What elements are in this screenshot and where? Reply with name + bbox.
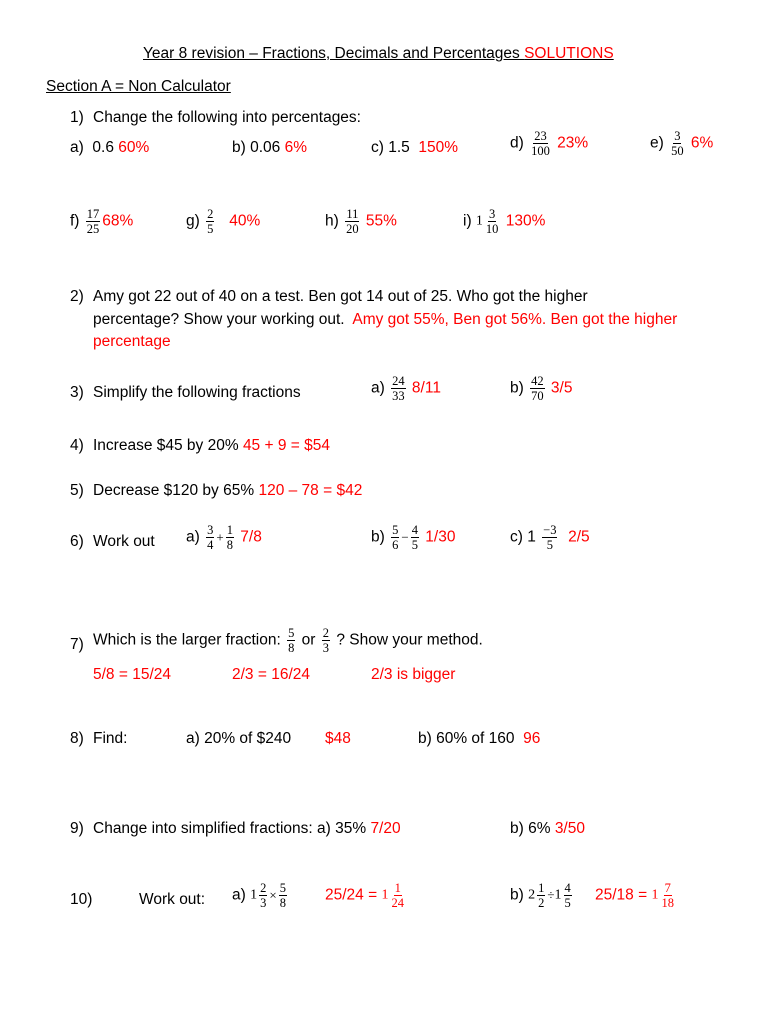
fraction: $\frac{1}{8}$ [226, 523, 233, 552]
q1e-answer: 6% [690, 134, 714, 152]
q4-text: Increase $45 by 20% 45 + 9 = $54 [93, 437, 330, 454]
q1i: i) 1 $\frac{3}{10}$ 130% [463, 207, 546, 236]
q7-answer-2: 2/3 = 16/24 [232, 666, 310, 683]
q6b-answer: 1/30 [425, 528, 456, 546]
q6-text: Work out [93, 533, 155, 550]
fraction: $\frac{5}{8}$ [288, 626, 295, 655]
q10b-answer: 25/18 = 1 $\frac{7}{18}$ [595, 881, 674, 910]
q8a-answer: $48 [325, 730, 351, 747]
section-heading: Section A = Non Calculator [46, 78, 231, 95]
q4-number: 4) [70, 437, 84, 454]
fraction: $\frac{3}{4}$ [207, 523, 214, 552]
fraction: $\frac{11}{20}$ [346, 207, 359, 236]
page-title [143, 45, 614, 63]
q10a-answer: 25/24 = 1 $\frac{1}{24}$ [325, 881, 404, 910]
q8b-answer: 96 [523, 730, 541, 747]
q1d-answer: 23% [557, 134, 589, 152]
q6c: c) 1 $\frac{-3}{5}$ 2/5 [510, 523, 590, 552]
fraction: $\frac{5}{6}$ [392, 523, 399, 552]
q1h-answer: 55% [365, 212, 397, 230]
title-text: Year 8 revision – Fractions, Decimals and Percentages [143, 45, 525, 62]
q1f-answer: 68% [102, 212, 134, 230]
fraction: $\frac{1}{2}$ [538, 881, 545, 910]
q10-number: 10) [70, 891, 93, 908]
q3a: a) $\frac{24}{33}$ 8/11 [371, 374, 441, 403]
q7-text: Which is the larger fraction: $\frac{5}{8}$ or $\frac{2}{3}$ ? Show your method. [93, 626, 483, 655]
q5-answer: 120 – 78 = $42 [258, 482, 363, 499]
title-solutions: SOLUTIONS [524, 45, 614, 62]
q6a: a) $\frac{3}{4}$ + $\frac{1}{8}$ 7/8 [186, 523, 262, 552]
q6-number: 6) [70, 533, 84, 550]
q1h: h) $\frac{11}{20}$ 55% [325, 207, 397, 236]
q1g: g) $\frac{2}{5}$ 40% [186, 207, 261, 236]
q6a-answer: 7/8 [240, 528, 262, 546]
q8-text: Find: [93, 730, 128, 747]
fraction: $\frac{1}{24}$ [391, 881, 404, 910]
fraction: $\frac{7}{18}$ [661, 881, 674, 910]
q10-text: Work out: [139, 891, 206, 908]
q2-line2: percentage? Show your working out. Amy got 55%, Ben got 56%. Ben got the higher [93, 311, 678, 328]
q3b-answer: 3/5 [550, 379, 573, 397]
q10b: b) 2 $\frac{1}{2}$ ÷1 $\frac{4}{5}$ [510, 881, 571, 910]
q3-text: Simplify the following fractions [93, 384, 301, 401]
fraction: $\frac{2}{3}$ [260, 881, 267, 910]
q8-number: 8) [70, 730, 84, 747]
q1f: f) $\frac{17}{25}$ 68% [70, 207, 134, 236]
q5-number: 5) [70, 482, 84, 499]
q1c-answer: 150% [418, 139, 459, 156]
q6b: b) $\frac{5}{6}$ − $\frac{4}{5}$ 1/30 [371, 523, 456, 552]
q1b: b) 0.06 6% [232, 139, 307, 156]
q1c: c) 1.5 150% [371, 139, 459, 156]
q9b-answer: 3/50 [554, 820, 585, 837]
q1d: d) $\frac{23}{100}$ 23% [510, 129, 589, 158]
q1-number: 1) [70, 109, 84, 126]
q3b: b) $\frac{42}{70}$ 3/5 [510, 374, 573, 403]
fraction: $\frac{17}{25}$ [86, 207, 100, 236]
q1b-answer: 6% [284, 139, 307, 156]
q1-text: Change the following into percentages: [93, 109, 361, 126]
q2-answer-cont: percentage [93, 333, 171, 350]
q4-answer: 45 + 9 = $54 [242, 437, 330, 454]
fraction: $\frac{42}{70}$ [531, 374, 544, 403]
q7-answer-3: 2/3 is bigger [371, 666, 456, 683]
q1a: a) 0.6 60% [70, 139, 150, 156]
fraction: $\frac{3}{50}$ [671, 129, 684, 158]
q2-number: 2) [70, 288, 84, 305]
fraction: $\frac{23}{100}$ [531, 129, 550, 158]
q3-number: 3) [70, 384, 84, 401]
q8b: b) 60% of 160 96 [418, 730, 541, 747]
q1e: e) $\frac{3}{50}$ 6% [650, 129, 714, 158]
q7-number: 7) [70, 636, 84, 653]
fraction: $\frac{4}{5}$ [564, 881, 571, 910]
q1g-answer: 40% [229, 212, 261, 230]
q2-line1: Amy got 22 out of 40 on a test. Ben got 14 out of 25. Who got the higher [93, 288, 588, 305]
q9a-answer: 7/20 [370, 820, 401, 837]
q3a-answer: 8/11 [411, 379, 441, 397]
q2-answer: Amy got 55%, Ben got 56%. Ben got the higher [352, 311, 678, 328]
fraction: $\frac{4}{5}$ [411, 523, 418, 552]
q8a-text: a) 20% of $240 [186, 730, 292, 747]
q9-number: 9) [70, 820, 84, 837]
q1a-answer: 60% [118, 139, 150, 156]
fraction: $\frac{-3}{5}$ [543, 523, 557, 552]
q9-text: Change into simplified fractions: a) 35% 7/20 [93, 820, 401, 837]
fraction: $\frac{3}{10}$ [485, 207, 499, 236]
fraction: $\frac{24}{33}$ [392, 374, 405, 403]
q5-text: Decrease $120 by 65% 120 – 78 = $42 [93, 482, 363, 499]
q7-answer-1: 5/8 = 15/24 [93, 666, 171, 683]
fraction: $\frac{2}{5}$ [207, 207, 214, 236]
q1i-answer: 130% [505, 212, 546, 230]
fraction: $\frac{2}{3}$ [322, 626, 330, 655]
q9b: b) 6% 3/50 [510, 820, 585, 837]
q10a: a) 1 $\frac{2}{3}$ × $\frac{5}{8}$ [232, 881, 286, 910]
q6c-answer: 2/5 [568, 528, 590, 546]
fraction: $\frac{5}{8}$ [279, 881, 286, 910]
